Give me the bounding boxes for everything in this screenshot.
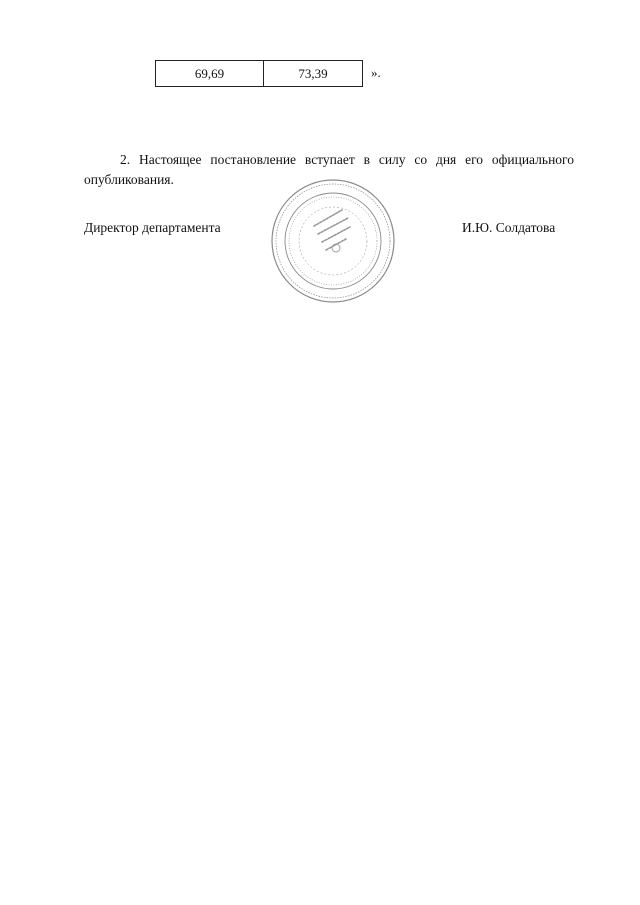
closing-quote: ». bbox=[371, 65, 381, 80]
signer-position: Директор департамента bbox=[84, 220, 221, 235]
table-cell: 73,39 bbox=[264, 61, 363, 87]
table-row bbox=[156, 61, 363, 87]
tariff-table bbox=[155, 60, 363, 87]
official-seal-stamp bbox=[270, 178, 396, 304]
table-cell: 69,69 bbox=[156, 61, 264, 87]
signer-name: И.Ю. Солдатова bbox=[462, 220, 556, 235]
effective-date-paragraph: 2. Настоящее постановление вступает в силу со дня его официального опубликования. bbox=[84, 152, 574, 187]
